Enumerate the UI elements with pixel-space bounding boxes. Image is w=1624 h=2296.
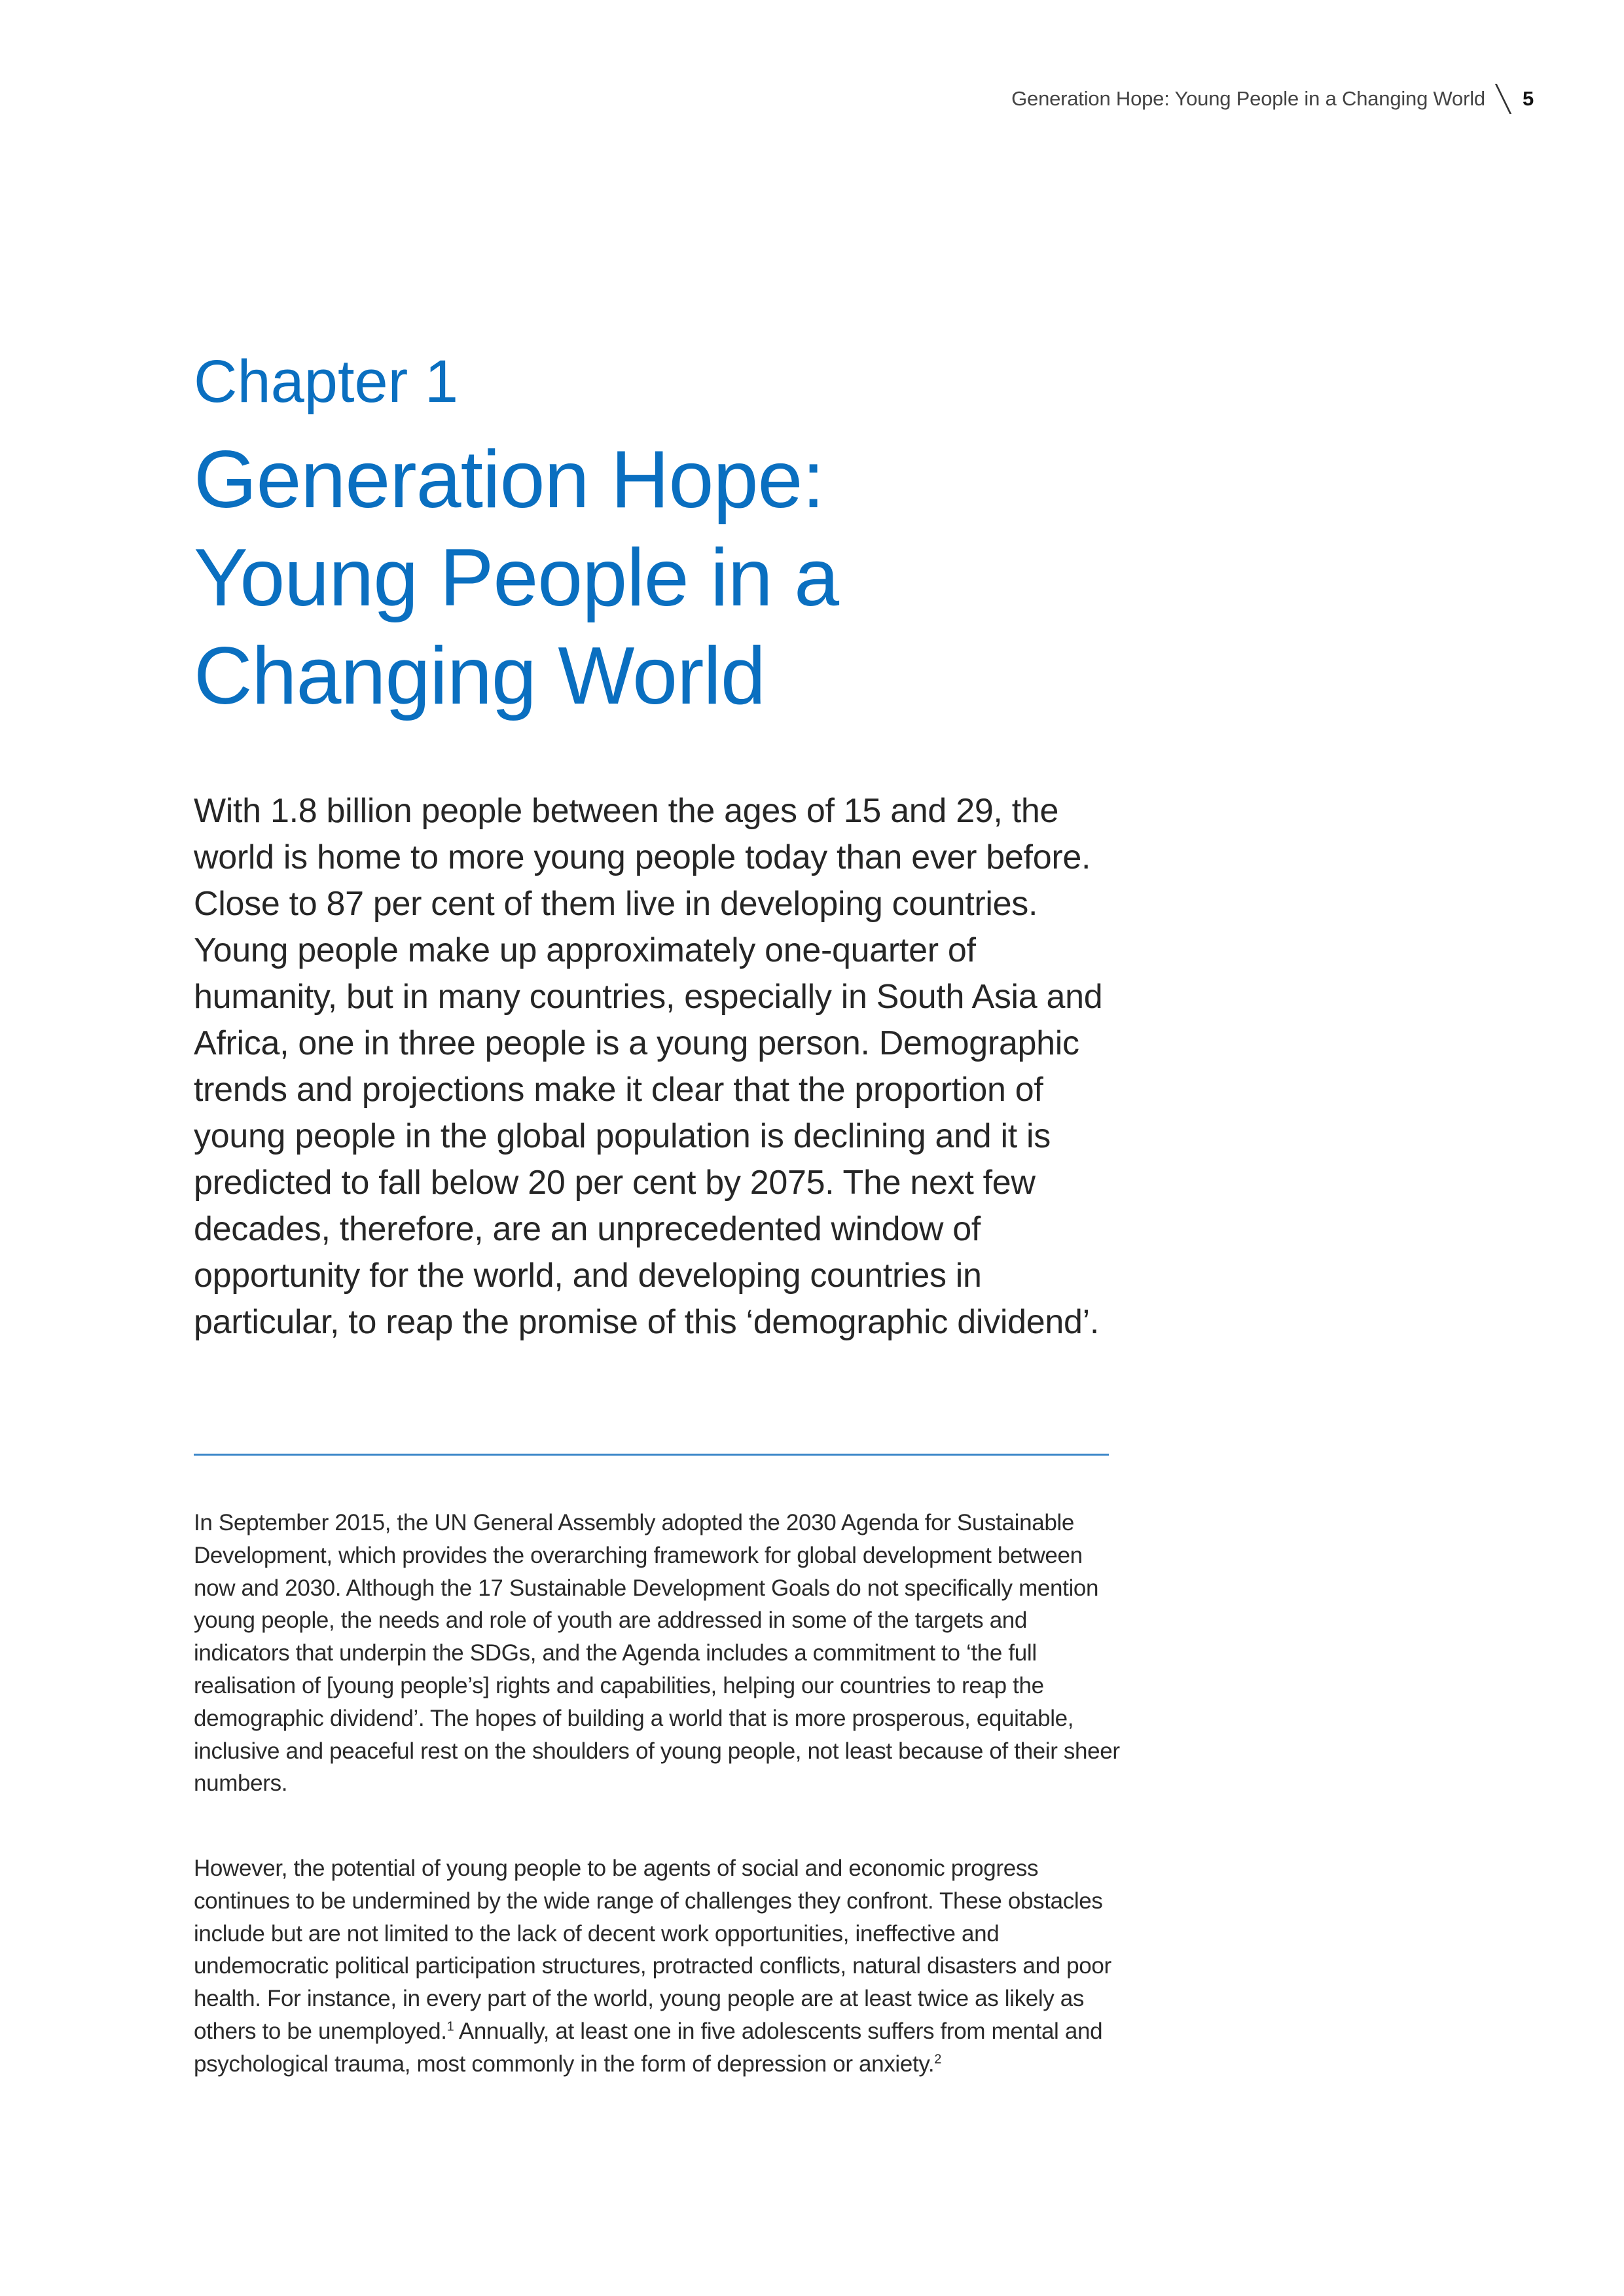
chapter-title-line-1: Generation Hope: (194, 435, 824, 525)
body-paragraph-2-text-b: Annually, at least one in five adolescents suffers from mental and psychological trauma, most commonly in the form of depression or anxiety. (194, 2018, 1103, 2077)
running-title: Generation Hope: Young People in a Changing World (1011, 87, 1485, 110)
footnote-ref-1[interactable]: 1 (446, 2019, 454, 2034)
lead-paragraph: With 1.8 billion people between the ages of 15 and 29, the world is home to more young people today than ever before. Close to 87 per cent of them live in developing countries. Young people make up approximately one-quarter of humanity, but in many countries, especially in South Asia and Africa, one in three people is a young person. Demographic trends and projections make it clear that the proportion of young people in the global population is declining and it is predicted to fall below 20 per cent by 2075. The next few decades, therefore, are an unprecedented window of opportunity for the world, and developing countries in particular, to reap the promise of this ‘demographic dividend’. (194, 792, 1103, 1341)
body-paragraph-2-text-a: However, the potential of young people to be agents of social and economic progress continues to be undermined by the wide range of challenges they confront. These obstacles include but are not limited to the lack of decent work opportunities, ineffective and undemocratic political participation structures, protracted conflicts, natural disasters and poor health. For instance, in every part of the world, young people are at least twice as likely as others to be unemployed. (194, 1856, 1111, 2044)
body-paragraph-1: In September 2015, the UN General Assembly adopted the 2030 Agenda for Sustainable Development, which provides the overarching framework for global development between now and 2030. Although the 17 Sustainable Development Goals do not specifically mention young people, the needs and role of youth are addressed in some of the targets and indicators that underpin the SDGs, and the Agenda includes a commitment to ‘the full realisation of [young people’s] rights and capabilities, helping our countries to reap the demographic dividend’. The hopes of building a world that is more prosperous, equitable, inclusive and peaceful rest on the shoulders of young people, not least because of their sheer numbers. (194, 1510, 1120, 1797)
running-header (1011, 84, 1534, 114)
chapter-title-line-3: Changing World (194, 631, 765, 721)
chapter-title (194, 431, 1241, 725)
page-number: 5 (1522, 87, 1534, 110)
section-divider (194, 1454, 1109, 1456)
footnote-ref-2[interactable]: 2 (934, 2052, 942, 2067)
chapter-label: Chapter 1 (194, 348, 459, 415)
header-separator (1495, 84, 1511, 114)
body-paragraph-2 (194, 1852, 1123, 2081)
chapter-title-line-2: Young People in a (194, 533, 839, 623)
